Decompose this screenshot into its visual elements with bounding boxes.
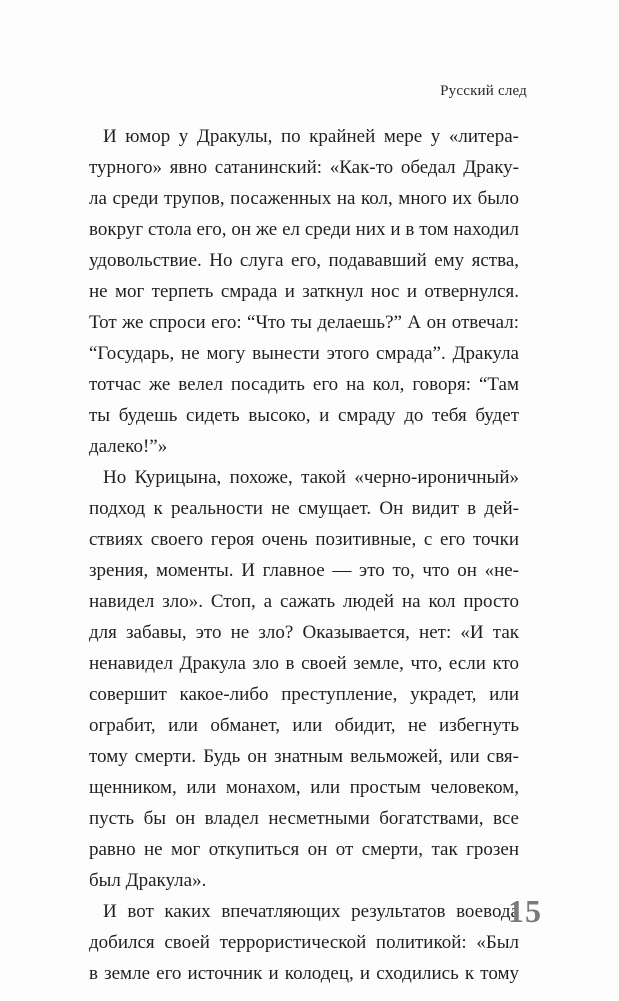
text-line: зрения, моменты. И главное — это то, что он «не- (89, 560, 519, 581)
text-line: ненавидел Дракула зло в своей земле, что, если кто (89, 653, 519, 674)
text-line: ты будешь сидеть высоко, и смраду до тебя будет (89, 405, 519, 426)
text-line: тотчас же велел посадить его на кол, говоря: “Там (89, 374, 519, 395)
paragraph (89, 462, 519, 896)
text-line: И вот каких впечатляющих результатов воевода (103, 901, 519, 922)
text-line: вокруг стола его, он же ел среди них и в том находил (89, 219, 519, 240)
running-head: Русский след (440, 83, 527, 99)
text-line: удовольствие. Но слуга его, подававший ему яства, (89, 250, 519, 271)
text-line: ограбит, или обманет, или обидит, не избегнуть (89, 715, 519, 736)
text-line: далеко!”» (89, 436, 168, 457)
text-line: равно не мог откупиться он от смерти, так грозен (89, 839, 519, 860)
text-line: для забавы, это не зло? Оказывается, нет: «И так (89, 622, 519, 643)
text-line: щенником, или монахом, или простым человеком, (89, 777, 519, 798)
text-line: тому смерти. Будь он знатным вельможей, или свя- (89, 746, 519, 767)
text-line: навидел зло». Стоп, а сажать людей на кол просто (89, 591, 519, 612)
text-line: И юмор у Дракулы, по крайней мере у «литера- (103, 126, 519, 147)
text-line: подход к реальности не смущает. Он видит в дей- (89, 498, 519, 519)
text-line: ла среди трупов, посаженных на кол, много их было (89, 188, 519, 209)
text-line: “Государь, не могу вынести этого смрада”. Дракула (89, 343, 519, 364)
paragraph (89, 896, 519, 989)
page-number: 15 (508, 893, 542, 929)
text-line: в земле его источник и колодец, и сходились к тому (89, 963, 519, 984)
text-line: был Дракула». (89, 870, 207, 891)
text-line: Тот же спроси его: “Что ты делаешь?” А он отвечал: (89, 312, 519, 333)
text-line: Но Курицына, похоже, такой «черно-ироничный» (103, 467, 519, 488)
text-line: турного» явно сатанинский: «Как-то обедал Драку- (89, 157, 519, 178)
text-line: не мог терпеть смрада и заткнул нос и отвернулся. (89, 281, 519, 302)
text-line: совершит какое-либо преступление, украдет, или (89, 684, 519, 705)
body-text (89, 121, 519, 989)
text-line: пусть бы он владел несметными богатствами, все (89, 808, 519, 829)
text-line: добился своей террористической политикой: «Был (89, 932, 519, 953)
text-line: ствиях своего героя очень позитивные, с его точки (89, 529, 519, 550)
paragraph (89, 121, 519, 462)
